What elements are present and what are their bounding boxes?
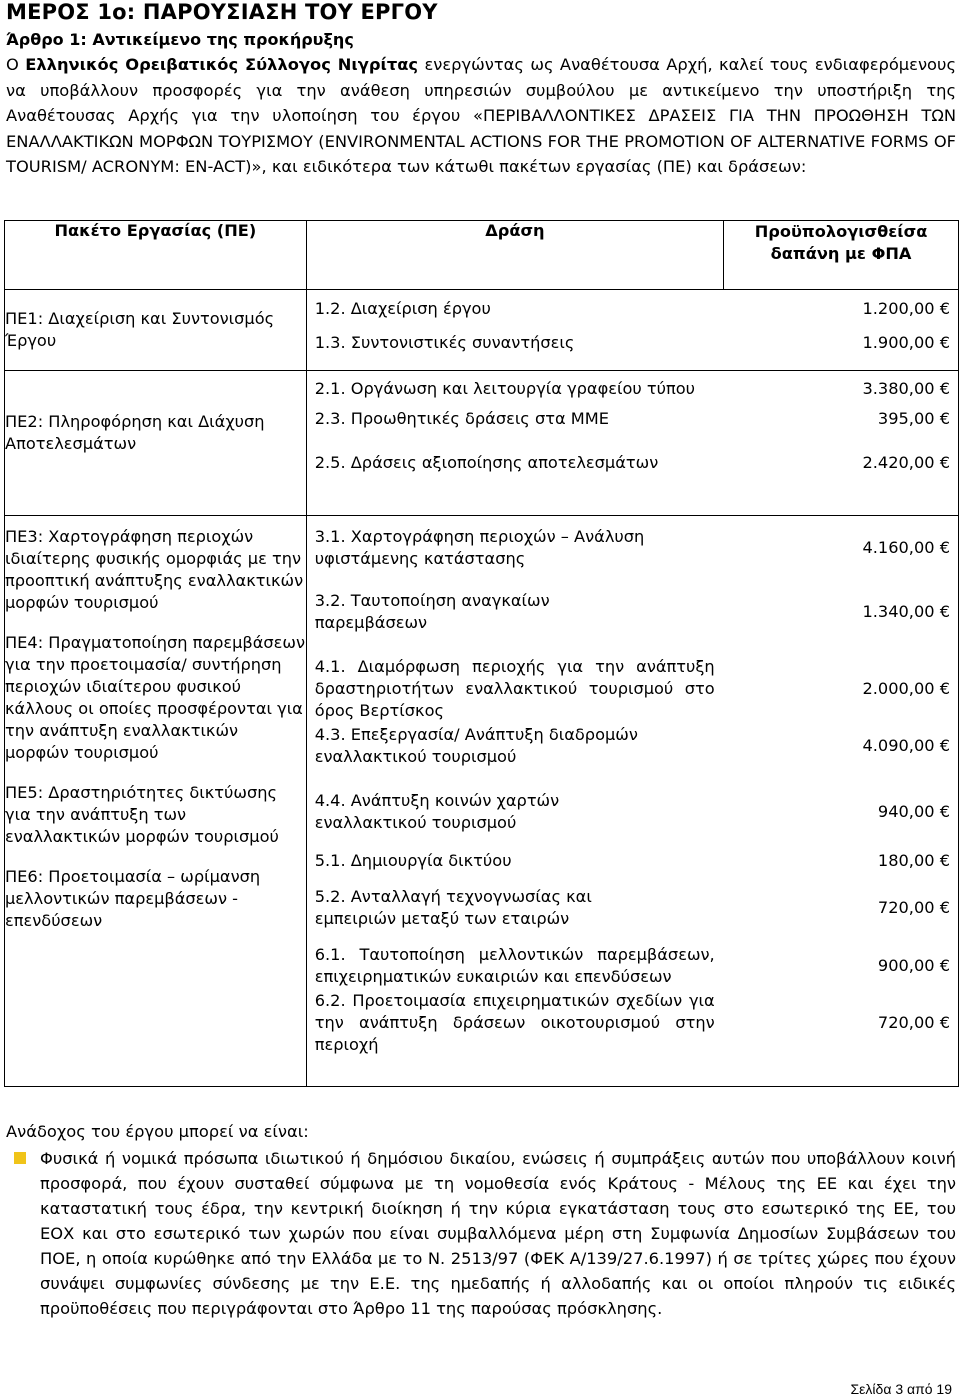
bullet-text: Φυσικά ή νομικά πρόσωπα ιδιωτικού ή δημόσιου δικαίου, ενώσεις ή συμπράξεις αυτών που υποβάλλουν κοινή προσφορά, που έχουν συσταθεί σύμφωνα με τη νομοθεσία ενός Κράτους - Μέλους της ΕΕ και έχει την καταστατική τους έδρα, την κεντρική διοίκηση ή την κύρια εγκατάσταση τους στο εσωτερικό της ΕΕ, του ΕΟΧ και στο εσωτερικό των χωρών που είναι συμβαλλόμενα μέρη στη Συμφωνία Δημοσίων Συμβάσεων του ΠΟΕ, η οποία κυρώθηκε από την Ελλάδα με το Ν. 2513/97 (ΦΕΚ Α/139/27.6.1997) ή σε τρίτες χώρες που έχουν συνάψει συμφωνίες σύνδεσης με την Ε.Ε. της ημεδαπής ή αλλοδαπής και οι οποίοι πληρούν τις ειδικές προϋποθέσεις που περιγράφονται στο Άρθρο 11 της παρούσας πρόσκλησης. [40,1149,956,1318]
work-packages-3-6 [5,516,307,1087]
contractor-intro: Ανάδοχος του έργου μπορεί να είναι: [6,1122,309,1141]
organization-name: Ελληνικός Ορειβατικός Σύλλογος Νιγρίτας [25,55,419,74]
action-row: 3.2. Ταυτοποίηση αναγκαίων παρεμβάσεων 1.340,00 € [314,591,950,632]
work-package-1: ΠΕ1: Διαχείριση και Συντονισμός Έργου [5,290,307,371]
contractor-bullet [40,1146,956,1321]
work-package-6: ΠΕ6: Προετοιμασία – ωρίμανση μελλοντικών παρεμβάσεων - επενδύσεων [5,867,261,930]
action-row: 1.3. Συντονιστικές συναντήσεις 1.900,00 € [314,333,950,352]
work-package-2: ΠΕ2: Πληροφόρηση και Διάχυση Αποτελεσμάτων [5,371,307,516]
page-number: Σελίδα 3 από 19 [850,1381,952,1397]
intro-body: ενεργώντας ως Αναθέτουσα Αρχή, καλεί τους ενδιαφερόμενους να υποβάλλουν προσφορές για την ανάθεση υπηρεσιών συμβούλου με αντικείμενο την υποστήριξη της Αναθέτουσας Αρχής για την υλοποίηση του έργου «ΠΕΡΙΒΑΛΛΟΝΤΙΚΕΣ ΔΡΑΣΕΙΣ ΓΙΑ ΤΗΝ ΠΡΟΩΘΗΣΗ ΤΩΝ ΕΝΑΛΛΑΚΤΙΚΩΝ ΜΟΡΦΩΝ ΤΟΥΡΙΣΜΟΥ (ENVIRONMENTAL ACTIONS FOR THE PROMOTION OF ALTERNATIVE FORMS OF TOURISM/ ACRONYM: EN-ACT)», και ειδικότερα των κάτωθι πακέτων εργασίας (ΠΕ) και δράσεων: [6,55,956,177]
article-title: Άρθρο 1: Αντικείμενο της προκήρυξης [6,30,354,49]
table-header-row [5,221,959,290]
bullet-square-icon [14,1152,26,1164]
table-row-wp3-6 [5,516,959,1087]
table-row-wp2 [5,371,959,516]
action-row: 5.2. Ανταλλαγή τεχνογνωσίας και εμπειριών μεταξύ των εταιρών 720,00 € [314,887,950,928]
action-row: 1.2. Διαχείριση έργου 1.200,00 € [314,299,950,318]
header-work-package: Πακέτο Εργασίας (ΠΕ) [5,221,307,290]
action-row: 4.1. Διαμόρφωση περιοχής για την ανάπτυξη δραστηριοτήτων εναλλακτικού τουρισμού στο όρος Βερτίσκος 2.000,00 € [314,657,950,720]
action-row: 4.3. Επεξεργασία/ Ανάπτυξη διαδρομών εναλλακτικού τουρισμού 4.090,00 € [314,725,950,766]
work-package-4: ΠΕ4: Πραγματοποίηση παρεμβάσεων για την προετοιμασία/ συντήρηση περιοχών ιδιαίτερου φυσικού κάλλους οι οποίες προσφέρονται για την ανάπτυξη εναλλακτικών μορφών τουρισμού [5,633,306,762]
action-row: 5.1. Δημιουργία δικτύου 180,00 € [314,851,950,870]
actions-cell-wp1 [306,290,958,371]
table-row-wp1 [5,290,959,371]
actions-cell-wp3-6 [306,516,958,1087]
actions-cell-wp2 [306,371,958,516]
action-row: 2.3. Προωθητικές δράσεις στα ΜΜΕ 395,00 € [314,409,950,428]
intro-paragraph [6,52,956,180]
work-package-5: ΠΕ5: Δραστηριότητες δικτύωσης για την ανάπτυξη των εναλλακτικών μορφών τουρισμού [5,783,279,846]
action-row: 3.1. Χαρτογράφηση περιοχών – Ανάλυση υφιστάμενης κατάστασης 4.160,00 € [314,527,950,568]
intro-prefix: Ο [6,55,26,74]
action-row: 2.1. Οργάνωση και λειτουργία γραφείου τύπου 3.380,00 € [314,379,950,398]
action-row: 6.1. Ταυτοποίηση μελλοντικών παρεμβάσεων, επιχειρηματικών ευκαιριών και επενδύσεων 900,00 € [314,945,950,986]
action-row: 2.5. Δράσεις αξιοποίησης αποτελεσμάτων 2.420,00 € [314,453,950,472]
header-budget: Προϋπολογισθείσα δαπάνη με ΦΠΑ [724,221,959,290]
action-row: 6.2. Προετοιμασία επιχειρηματικών σχεδίων για την ανάπτυξη δράσεων οικοτουρισμού στην περιοχή 720,00 € [314,991,950,1054]
section-heading: ΜΕΡΟΣ 1ο: ΠΑΡΟΥΣΙΑΣΗ ΤΟΥ ΕΡΓΟΥ [6,0,438,24]
action-row: 4.4. Ανάπτυξη κοινών χαρτών εναλλακτικού τουρισμού 940,00 € [314,791,950,832]
work-package-3: ΠΕ3: Χαρτογράφηση περιοχών ιδιαίτερης φυσικής ομορφιάς με την προοπτική ανάπτυξης εναλλακτικών μορφών τουρισμού [5,527,304,612]
work-packages-table [4,220,959,1087]
header-action: Δράση [306,221,723,290]
